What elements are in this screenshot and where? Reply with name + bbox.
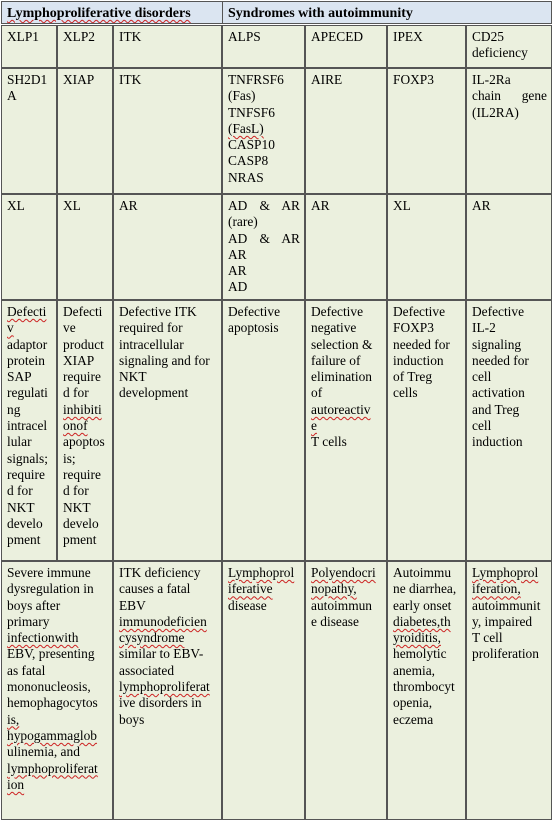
- gene-line: FOXP3: [393, 72, 434, 87]
- gene-line: AIRE: [311, 72, 343, 87]
- phenotype-line: iferation,: [472, 581, 521, 597]
- col-name-xlp2: [57, 25, 113, 68]
- gene-line: CASP8: [228, 153, 269, 169]
- phenotype-line: hemolytic: [393, 646, 447, 662]
- col-name-label: ALPS: [228, 29, 261, 44]
- defect-line: elimination: [311, 369, 372, 385]
- col-name-label: XLP1: [7, 29, 39, 44]
- defect-line: IL-2: [472, 320, 496, 336]
- phenotype-cell-cd25: [466, 561, 552, 820]
- defect-line: ng: [7, 401, 21, 417]
- defect-line: induction: [472, 434, 523, 450]
- col-name-label: XLP2: [63, 29, 95, 44]
- inheritance-line: AR: [119, 198, 138, 213]
- defect-cell-ipex: [387, 300, 466, 561]
- inheritance-line: AD & AR: [228, 230, 300, 246]
- phenotype-line: Severe immune: [7, 565, 91, 580]
- gene-cell-cd25: [466, 68, 552, 194]
- phenotype-line: T cell: [472, 630, 503, 646]
- inheritance-cell-cd25: [466, 194, 552, 300]
- inheritance-line: XL: [393, 198, 411, 213]
- defect-line: selection &: [311, 336, 373, 352]
- col-name-cd25: [466, 25, 552, 68]
- phenotype-line: dysregulation in: [7, 581, 94, 597]
- defect-line: Defective: [311, 304, 364, 319]
- phenotype-line: ive disorders in: [119, 695, 202, 711]
- defect-line: autoreactiv: [311, 401, 371, 417]
- phenotype-line: cysyndrome: [119, 630, 185, 646]
- phenotype-line: diabetes,th: [393, 613, 451, 629]
- phenotype-line: nopathy,: [311, 581, 357, 597]
- defect-line: signaling: [472, 336, 522, 352]
- defect-line: apoptos: [63, 434, 105, 450]
- gene-cell-apeced: [305, 68, 387, 194]
- phenotype-line: eczema: [393, 711, 434, 727]
- defect-line: require: [63, 369, 101, 385]
- defect-line: require: [63, 466, 101, 482]
- defect-line: XIAP: [63, 352, 95, 368]
- defect-line: Defecti: [63, 304, 103, 319]
- defect-line: pment: [63, 532, 97, 548]
- defect-line: intracellular: [119, 336, 184, 352]
- inheritance-line: AR: [228, 263, 247, 279]
- defect-line: cell: [472, 369, 492, 385]
- defect-line: Defective: [228, 304, 281, 319]
- inheritance-cell-xlp1: [1, 194, 57, 300]
- phenotype-line: Lymphoprol: [472, 565, 539, 580]
- phenotype-line: causes a fatal: [119, 581, 191, 597]
- phenotype-line: thrombocyt: [393, 679, 455, 695]
- inheritance-cell-itk: [113, 194, 222, 300]
- phenotype-line: iferative: [228, 581, 273, 597]
- col-name-label: IPEX: [393, 29, 423, 44]
- col-name-ipex: [387, 25, 466, 68]
- phenotype-cell-apeced: [305, 561, 387, 820]
- phenotype-line: as fatal: [7, 662, 46, 678]
- phenotype-line: ion: [7, 776, 25, 792]
- defect-line: negative: [311, 320, 357, 336]
- defect-line: development: [119, 385, 189, 401]
- defect-line: v: [7, 320, 14, 336]
- header-lymphoproliferative: [1, 1, 223, 24]
- defect-line: e: [311, 418, 317, 434]
- phenotype-line: early onset: [393, 597, 452, 613]
- col-name-label: CD25 deficiency: [472, 29, 528, 61]
- defect-cell-cd25: [466, 300, 552, 561]
- inheritance-line: AD & AR: [228, 198, 300, 213]
- phenotype-line: is,: [7, 711, 20, 727]
- gene-line: (IL2RA): [472, 104, 519, 120]
- inheritance-line: (rare): [228, 214, 258, 230]
- defect-line: pment: [7, 532, 41, 548]
- defect-line: Defective: [393, 304, 446, 319]
- defect-line: T cells: [311, 434, 347, 450]
- defect-line: inhibiti: [63, 401, 102, 417]
- defect-line: of Treg: [393, 369, 433, 385]
- header-autoimmunity: [222, 1, 552, 24]
- gene-cell-itk: [113, 68, 222, 194]
- phenotype-line: lymphoproliferat: [119, 679, 210, 695]
- phenotype-line: lymphoproliferat: [7, 760, 98, 776]
- gene-line: A: [7, 88, 17, 104]
- defect-line: Defective ITK: [119, 304, 197, 319]
- defect-cell-xlp1: [1, 300, 57, 561]
- defect-line: is;: [63, 450, 76, 466]
- defect-line: Defecti: [7, 304, 47, 319]
- gene-line: (Fas): [228, 88, 256, 104]
- defect-line: apoptosis: [228, 320, 279, 336]
- phenotype-line: anemia,: [393, 662, 436, 678]
- inheritance-cell-alps: [222, 194, 305, 300]
- phenotype-line: disease: [228, 597, 267, 613]
- phenotype-cell-alps: [222, 561, 305, 820]
- phenotype-line: mononucleosis,: [7, 679, 91, 695]
- gene-cell-alps: [222, 68, 305, 194]
- gene-line: IL-2Ra: [472, 72, 511, 87]
- inheritance-cell-xlp2: [57, 194, 113, 300]
- col-name-itk: [113, 25, 222, 68]
- inheritance-line: XL: [63, 198, 81, 213]
- inheritance-cell-apeced: [305, 194, 387, 300]
- phenotype-line: hypogammaglob: [7, 727, 98, 743]
- defect-line: d for: [63, 385, 89, 401]
- defect-line: protein: [7, 352, 45, 368]
- defect-line: intracel: [7, 418, 48, 434]
- defect-line: failure of: [311, 352, 361, 368]
- phenotype-line: Autoimmu: [393, 565, 452, 580]
- gene-line: (FasL): [228, 120, 264, 136]
- defect-line: NKT: [119, 369, 147, 385]
- phenotype-line: Lymphoprol: [228, 565, 295, 580]
- inheritance-line: AR: [472, 198, 491, 213]
- gene-line: TNFSF6: [228, 104, 275, 120]
- phenotype-line: boys: [119, 711, 145, 727]
- gene-line: SH2D1: [7, 72, 48, 87]
- col-name-xlp1: [1, 25, 57, 68]
- defect-line: regulati: [7, 385, 48, 401]
- gene-line: TNFRSF6: [228, 72, 284, 87]
- phenotype-line: EBV, presenting: [7, 646, 95, 662]
- inheritance-line: AD: [228, 279, 248, 295]
- inheritance-line: AR: [311, 198, 330, 213]
- phenotype-line: ITK deficiency: [119, 565, 201, 580]
- defect-line: develo: [7, 515, 43, 531]
- phenotype-line: autoimmun: [311, 597, 372, 613]
- gene-cell-ipex: [387, 68, 466, 194]
- inheritance-cell-ipex: [387, 194, 466, 300]
- phenotype-line: infectionwith: [7, 630, 79, 646]
- defect-line: onof: [63, 418, 88, 434]
- phenotype-line: autoimmunit: [472, 597, 541, 613]
- defect-line: NKT: [63, 499, 91, 515]
- defect-cell-xlp2: [57, 300, 113, 561]
- defect-line: cells: [393, 385, 418, 401]
- gene-line: chain gene: [472, 88, 547, 104]
- header-right-label: Syndromes with autoimmunity: [228, 6, 413, 21]
- defect-line: SAP: [7, 369, 32, 385]
- defect-line: adaptor: [7, 336, 48, 352]
- header-left-label: Lymphoproliferative disorders: [7, 6, 191, 21]
- defect-line: needed for: [472, 352, 529, 368]
- phenotype-line: associated: [119, 662, 175, 678]
- defect-line: cell: [472, 418, 492, 434]
- phenotype-line: ne diarrhea,: [393, 581, 457, 597]
- defect-line: Defective: [472, 304, 525, 319]
- defect-cell-apeced: [305, 300, 387, 561]
- defect-line: needed for: [393, 336, 450, 352]
- defect-line: induction: [393, 352, 444, 368]
- phenotype-line: openia,: [393, 695, 433, 711]
- defect-line: and Treg: [472, 401, 520, 417]
- phenotype-line: primary: [7, 613, 50, 629]
- phenotype-line: similar to EBV-: [119, 646, 204, 662]
- defect-line: develo: [63, 515, 99, 531]
- gene-line: ITK: [119, 72, 142, 87]
- defect-line: d for: [63, 483, 89, 499]
- phenotype-cell-xlp: [1, 561, 113, 820]
- inheritance-line: AR: [228, 246, 247, 262]
- phenotype-line: yroiditis,: [393, 630, 441, 646]
- col-name-alps: [222, 25, 305, 68]
- phenotype-line: boys after: [7, 597, 61, 613]
- defect-line: ve: [63, 320, 76, 336]
- phenotype-line: hemophagocytos: [7, 695, 98, 711]
- defect-line: signaling and for: [119, 352, 210, 368]
- phenotype-line: EBV: [119, 597, 146, 613]
- defect-line: product: [63, 336, 104, 352]
- defect-line: signals;: [7, 450, 48, 466]
- phenotype-line: y, impaired: [472, 613, 533, 629]
- defect-line: require: [7, 466, 45, 482]
- col-name-label: APECED: [311, 29, 364, 44]
- phenotype-line: e disease: [311, 613, 359, 629]
- defect-line: of: [311, 385, 323, 401]
- gene-cell-xlp2: [57, 68, 113, 194]
- gene-cell-xlp1: [1, 68, 57, 194]
- phenotype-cell-ipex: [387, 561, 466, 820]
- defect-line: activation: [472, 385, 525, 401]
- defect-line: NKT: [7, 499, 35, 515]
- defect-line: required for: [119, 320, 183, 336]
- phenotype-line: proliferation: [472, 646, 539, 662]
- defect-cell-alps: [222, 300, 305, 561]
- inheritance-line: XL: [7, 198, 25, 213]
- gene-line: XIAP: [63, 72, 95, 87]
- phenotype-cell-itk: [113, 561, 222, 820]
- col-name-apeced: [305, 25, 387, 68]
- defect-cell-itk: [113, 300, 222, 561]
- defect-line: lular: [7, 434, 32, 450]
- gene-line: CASP10: [228, 137, 275, 153]
- phenotype-line: ulinemia, and: [7, 744, 80, 760]
- defect-line: FOXP3: [393, 320, 434, 336]
- defect-line: d for: [7, 483, 33, 499]
- col-name-label: ITK: [119, 29, 142, 44]
- phenotype-line: Polyendocri: [311, 565, 376, 580]
- phenotype-line: immunodeficien: [119, 613, 207, 629]
- gene-line: NRAS: [228, 169, 264, 185]
